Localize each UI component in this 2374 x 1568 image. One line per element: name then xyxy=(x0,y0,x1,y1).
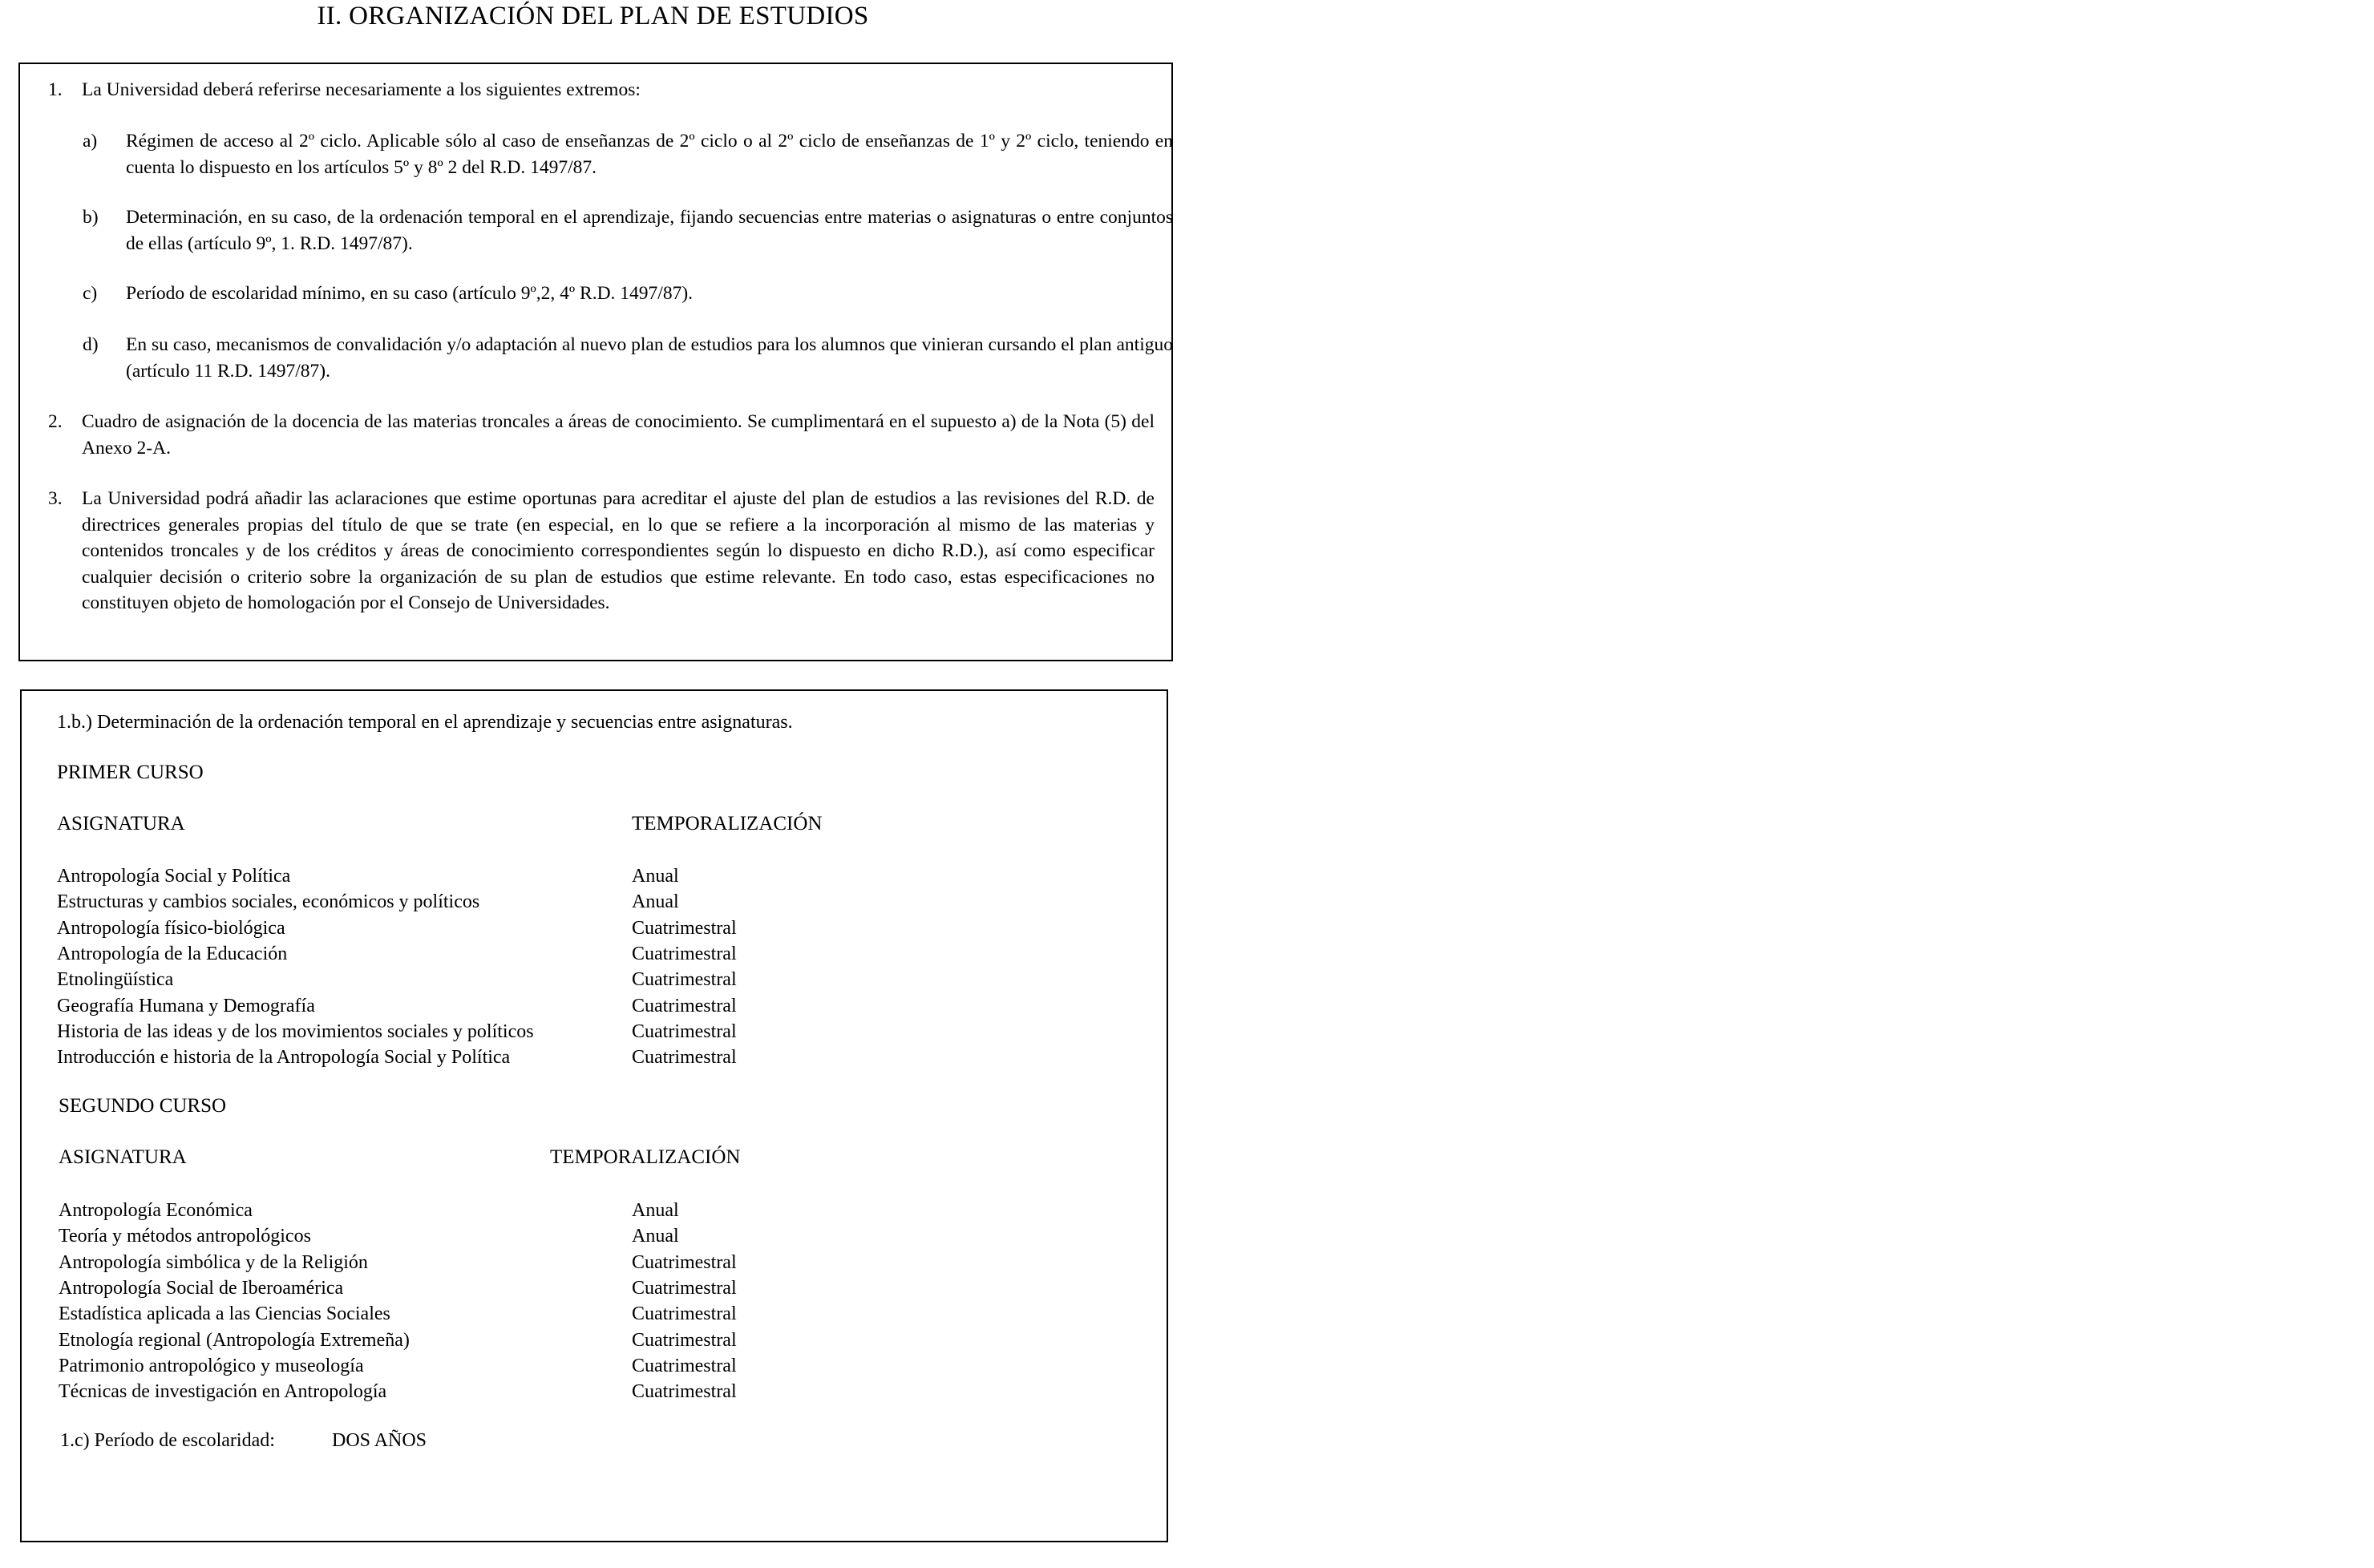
temporalization-cell: Cuatrimestral xyxy=(632,1020,737,1042)
table-row xyxy=(59,1379,1021,1404)
table-row xyxy=(57,941,1019,967)
item-number: 1. xyxy=(48,79,63,100)
table-row xyxy=(57,889,1019,915)
numbered-item-1 xyxy=(48,77,1155,103)
sub-item-c xyxy=(83,281,1173,307)
table-row xyxy=(59,1328,1021,1353)
temporalization-cell: Cuatrimestral xyxy=(632,1381,737,1403)
subject-cell: Patrimonio antropológico y museología xyxy=(59,1355,364,1376)
table-row xyxy=(59,1353,1021,1379)
table-row xyxy=(57,1045,1019,1070)
subject-cell: Teoría y métodos antropológicos xyxy=(59,1226,311,1247)
segundo-curso-label: SEGUNDO CURSO xyxy=(59,1095,227,1117)
sub-item-letter: c) xyxy=(83,283,98,304)
subject-cell: Antropología Social y Política xyxy=(57,866,291,887)
primer-col-subject: ASIGNATURA xyxy=(57,813,185,835)
subject-cell: Etnología regional (Antropología Extremeña) xyxy=(59,1329,410,1351)
periodo-value: DOS AÑOS xyxy=(332,1430,427,1451)
segundo-col-subject: ASIGNATURA xyxy=(59,1146,187,1168)
item-text: La Universidad podrá añadir las aclaraciones que estime oportunas para acreditar el ajuste del plan de estudios a las revisiones del R.D. de directrices generales propias del título de que se trate (en especial, en lo que se refiere a la incorporación al mismo de las materias y contenidos troncales y de los créditos y áreas de conocimiento correspondientes según lo dispuesto en dicho R.D.), así como especificar cualquier decisión o criterio sobre la organización de su plan de estudios que estime relevante. En todo caso, estas especificaciones no constituyen objeto de homologación por el Consejo de Universidades. xyxy=(82,488,1155,613)
table-row xyxy=(57,993,1019,1019)
item-text: Cuadro de asignación de la docencia de las materias troncales a áreas de conocimiento. Se cumplimentará en el supuesto a) de la Nota (5) del Anexo 2-A. xyxy=(82,411,1155,459)
subject-cell: Técnicas de investigación en Antropología xyxy=(59,1381,387,1403)
sub-item-b xyxy=(83,204,1173,257)
primer-col-time: TEMPORALIZACIÓN xyxy=(632,813,823,835)
table-row xyxy=(59,1198,1021,1223)
temporalization-cell: Cuatrimestral xyxy=(632,1277,737,1299)
primer-curso-label: PRIMER CURSO xyxy=(57,762,204,783)
subject-cell: Etnolingüística xyxy=(57,969,174,991)
numbered-item-2 xyxy=(48,409,1155,461)
temporalization-cell: Cuatrimestral xyxy=(632,995,737,1016)
sub-item-letter: d) xyxy=(83,334,99,355)
sub-item-text: Determinación, en su caso, de la ordenación temporal en el aprendizaje, fijando secuencias entre materias o asignaturas o entre conjuntos de ellas (artículo 9º, 1. R.D. 1497/87). xyxy=(126,207,1173,254)
sub-item-text: Período de escolaridad mínimo, en su caso (artículo 9º,2, 4º R.D. 1497/87). xyxy=(126,283,694,304)
temporalization-cell: Anual xyxy=(632,866,679,887)
item-number: 2. xyxy=(48,411,63,432)
table-row xyxy=(59,1250,1021,1275)
sub-item-a xyxy=(83,128,1173,180)
section-heading: 1.b.) Determinación de la ordenación temporal en el aprendizaje y secuencias entre asignaturas. xyxy=(57,712,793,733)
table-row xyxy=(57,967,1019,992)
subject-cell: Antropología físico-biológica xyxy=(57,917,285,939)
temporalization-cell: Cuatrimestral xyxy=(632,1329,737,1351)
temporalization-cell: Anual xyxy=(632,891,679,913)
temporalization-cell: Cuatrimestral xyxy=(632,1355,737,1376)
subject-cell: Geografía Humana y Demografía xyxy=(57,995,315,1016)
temporalization-cell: Cuatrimestral xyxy=(632,1303,737,1325)
sub-item-letter: b) xyxy=(83,207,99,228)
subject-cell: Antropología Social de Iberoamérica xyxy=(59,1277,344,1299)
table-row xyxy=(59,1223,1021,1249)
subject-cell: Antropología de la Educación xyxy=(57,943,288,964)
temporalization-cell: Cuatrimestral xyxy=(632,917,737,939)
subject-cell: Antropología Económica xyxy=(59,1200,253,1221)
sub-item-letter: a) xyxy=(83,131,98,152)
temporalization-cell: Cuatrimestral xyxy=(632,943,737,964)
subject-cell: Estructuras y cambios sociales, económicos y políticos xyxy=(57,891,480,913)
temporalization-cell: Cuatrimestral xyxy=(632,1047,737,1069)
table-row xyxy=(59,1275,1021,1301)
sub-item-text: En su caso, mecanismos de convalidación y/o adaptación al nuevo plan de estudios para los alumnos que vinieran cursando el plan antiguo (artículo 11 R.D. 1497/87). xyxy=(126,334,1173,382)
temporalization-cell: Cuatrimestral xyxy=(632,969,737,991)
table-row xyxy=(57,863,1019,889)
numbered-item-3 xyxy=(48,486,1155,616)
instructions-box xyxy=(18,63,1173,661)
temporalization-cell: Anual xyxy=(632,1200,679,1221)
subject-cell: Estadística aplicada a las Ciencias Sociales xyxy=(59,1303,390,1325)
subject-cell: Introducción e historia de la Antropología Social y Política xyxy=(57,1047,511,1069)
item-number: 3. xyxy=(48,488,63,509)
temporalization-cell: Anual xyxy=(632,1226,679,1247)
table-row xyxy=(59,1301,1021,1327)
sub-item-d xyxy=(83,332,1173,384)
periodo-label: 1.c) Período de escolaridad: xyxy=(60,1430,275,1451)
segundo-col-time: TEMPORALIZACIÓN xyxy=(550,1146,741,1168)
table-row xyxy=(57,1019,1019,1045)
temporal-order-box xyxy=(20,689,1168,1542)
sub-item-text: Régimen de acceso al 2º ciclo. Aplicable sólo al caso de enseñanzas de 2º ciclo o al 2º ciclo de enseñanzas de 1º y 2º ciclo, teniendo en cuenta lo dispuesto en los artículos 5º y 8º 2 del R.D. 1497/87. xyxy=(126,131,1173,178)
subject-cell: Antropología simbólica y de la Religión xyxy=(59,1251,368,1273)
table-row xyxy=(57,915,1019,941)
page-title: II. ORGANIZACIÓN DEL PLAN DE ESTUDIOS xyxy=(317,2,869,30)
item-text: La Universidad deberá referirse necesariamente a los siguientes extremos: xyxy=(82,79,641,100)
subject-cell: Historia de las ideas y de los movimientos sociales y políticos xyxy=(57,1020,534,1042)
temporalization-cell: Cuatrimestral xyxy=(632,1251,737,1273)
